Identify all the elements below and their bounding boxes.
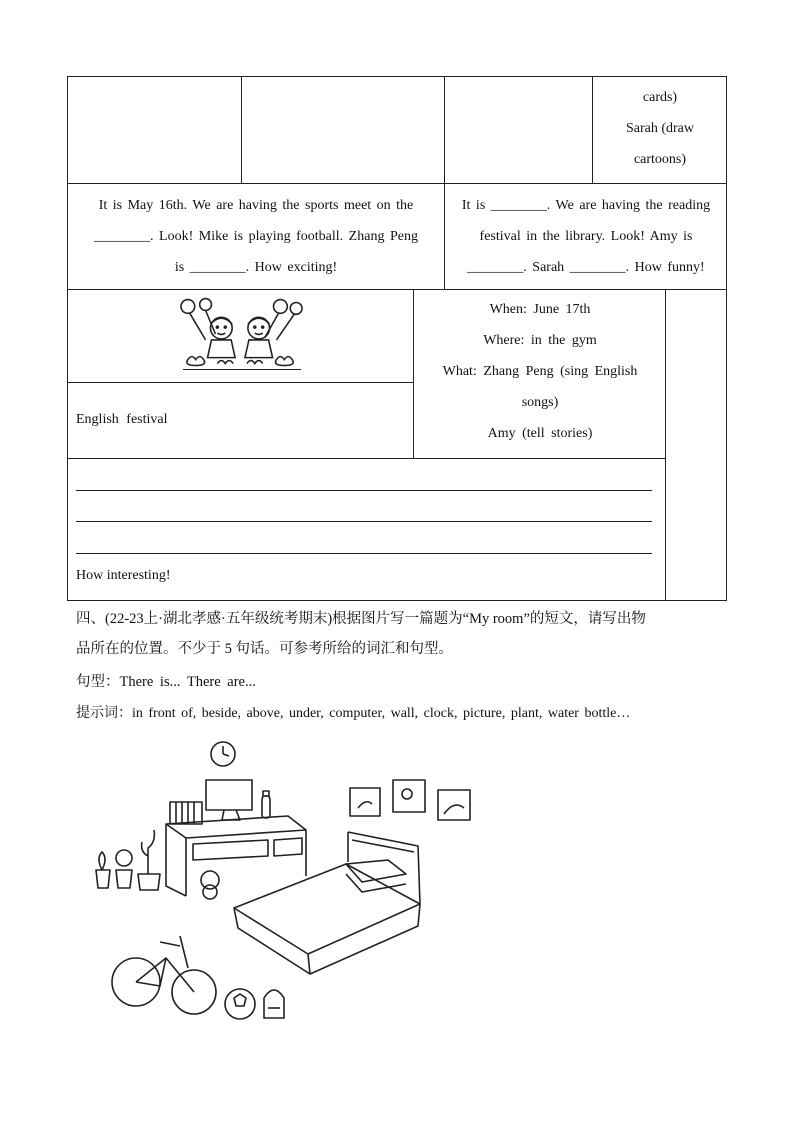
backpack-icon bbox=[264, 990, 284, 1018]
sports-line: It is May 16th. We are having the sports meet on the bbox=[98, 198, 414, 213]
reading-line: festival in the library. Look! Amy is bbox=[479, 229, 693, 244]
computer-icon bbox=[206, 780, 252, 820]
sports-line: ________. Look! Mike is playing football. Zhang Peng bbox=[94, 229, 418, 244]
cheering-children-image bbox=[178, 294, 306, 374]
clock-icon bbox=[211, 742, 235, 766]
reading-line: ________. Sarah ________. How funny! bbox=[467, 260, 705, 275]
picture-icon bbox=[350, 780, 470, 820]
bed-icon bbox=[234, 832, 420, 974]
what-line: What: Zhang Peng (sing English bbox=[442, 364, 638, 379]
closing-text: How interesting! bbox=[76, 568, 171, 583]
top-table-divider bbox=[67, 183, 727, 184]
festival-details-cell bbox=[414, 294, 666, 449]
books-icon bbox=[170, 802, 202, 824]
hint-words: 提示词：in front of, beside, above, under, computer, wall, clock, picture, plant, water bottle… bbox=[76, 706, 631, 721]
reading-festival-cell bbox=[445, 190, 727, 283]
card-line: Sarah (draw bbox=[625, 121, 695, 136]
what-line: songs) bbox=[521, 395, 559, 410]
writing-line bbox=[76, 521, 652, 522]
festival-label: English festival bbox=[76, 412, 168, 427]
when-line: When: June 17th bbox=[489, 302, 591, 317]
card-line: cards) bbox=[642, 90, 678, 105]
reading-line: It is ________. We are having the reading bbox=[461, 198, 711, 213]
cell-divider bbox=[241, 76, 242, 183]
section-title-line1: 四、(22-23上·湖北孝感·五年级统考期末)根据图片写一篇题为“My room”的短文，请写出物 bbox=[76, 611, 646, 627]
sentence-patterns: 句型：There is... There are... bbox=[76, 674, 256, 690]
toy-dog-icon bbox=[201, 871, 219, 899]
room-illustration bbox=[88, 736, 488, 1036]
sports-line: is ________. How exciting! bbox=[174, 260, 338, 275]
card-line: cartoons) bbox=[633, 152, 687, 167]
what-line: Amy (tell stories) bbox=[487, 426, 593, 441]
plant-icon bbox=[96, 830, 160, 890]
where-line: Where: in the gym bbox=[483, 333, 597, 348]
sports-meet-cell bbox=[68, 190, 444, 283]
football-icon bbox=[225, 989, 255, 1019]
card-cell bbox=[593, 82, 727, 175]
desk-icon bbox=[166, 816, 306, 896]
bicycle-icon bbox=[112, 936, 216, 1014]
writing-line bbox=[76, 490, 652, 491]
section-title-line2: 品所在的位置。不少于 5 句话。可参考所给的词汇和句型。 bbox=[76, 641, 453, 657]
writing-line bbox=[76, 553, 652, 554]
water-bottle-icon bbox=[262, 791, 270, 818]
